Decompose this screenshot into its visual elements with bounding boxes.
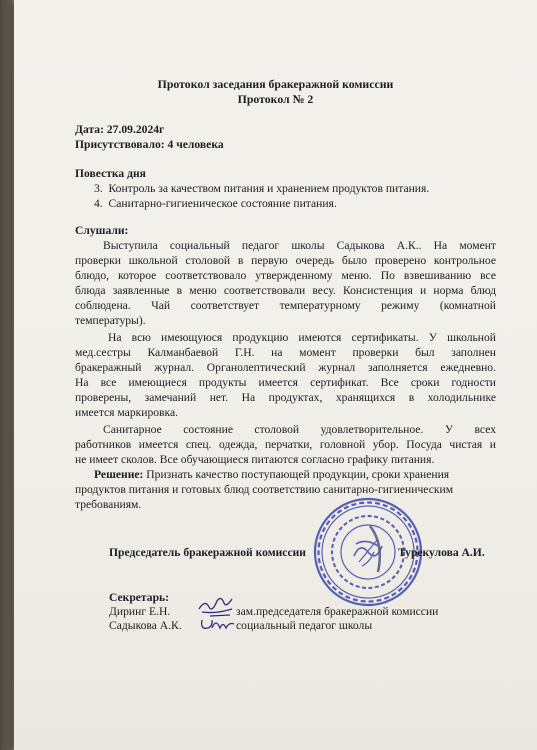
paragraph-line: блюдо, которое соответствовало утвержденному меню. По взвешиванию все (75, 269, 496, 282)
agenda-item-number: 4. (94, 197, 103, 210)
paragraph-line: работников имеется спец. одежда, перчатки, головной убор. Посуда чистая и (75, 438, 496, 451)
paragraph-line: проверены, замечаний нет. На продуктах, хранящихся в холодильнике (75, 391, 496, 404)
paragraph-line: проверки школьной столовой в первую очередь было проверено контрольное (75, 254, 496, 267)
document-title: Протокол заседания бракеражной комиссии (157, 77, 394, 91)
chair-name: Турекулова А.И. (398, 546, 485, 559)
signer-name: Диринг Е.Н. (109, 605, 171, 618)
paragraph-line: мед.сестры Калманбаевой Г.Н. на момент проверки был заполнен (75, 346, 496, 359)
date-line (75, 122, 164, 137)
paragraph-line: Выступила социальный педагог школы Садыкова А.К.. На момент (103, 239, 496, 252)
agenda-item-text: Контроль за качеством питания и хранением продуктов питания. (108, 182, 430, 195)
agenda-item (94, 196, 337, 211)
paragraph-line: На всю имеющуюся продукцию имеются сертификаты. У школьной (108, 331, 496, 344)
paper-sheet (14, 0, 537, 750)
attended-value: 4 человека (167, 138, 224, 151)
paragraph-line: не имеет сколов. Все обучающиеся питаются согласно графику питания. (75, 453, 435, 466)
chair-label: Председатель бракеражной комиссии (109, 546, 306, 559)
decision-text: Признать качество поступающей продукции, сроки хранения (146, 468, 450, 481)
secretary-label: Секретарь: (109, 591, 170, 604)
signer-role: социальный педагог школы (236, 619, 373, 632)
agenda-item-text: Санитарно-гигиеническое состояние питания. (108, 197, 337, 210)
date-label: Дата: (75, 123, 104, 136)
decision-line (94, 467, 449, 482)
signer-role: зам.председателя бракеражной комиссии (236, 605, 439, 618)
paragraph-line: температуры). (75, 314, 146, 327)
paragraph-line: соблюдена. Чай соответствует температурному режиму (комнатной (75, 299, 496, 312)
paragraph-line: блюда заявленные в меню соответствовали весу. Консистенция и норма блюд (75, 284, 496, 297)
date-value: 27.09.2024г (106, 123, 165, 136)
agenda-heading: Повестка дня (75, 167, 146, 180)
attended-line (75, 137, 224, 152)
paragraph-line: требованиям. (75, 498, 142, 511)
agenda-item (94, 181, 429, 196)
paragraph-line: Санитарное состояние столовой удовлетворительное. У всех (103, 423, 496, 436)
handwritten-signature (198, 612, 240, 634)
signer-name: Садыкова А.К. (109, 619, 182, 632)
agenda-item-number: 3. (94, 182, 103, 195)
paragraph-line: продуктов питания и готовых блюд соответствию санитарно-гигиеническим (75, 483, 454, 496)
decision-label: Решение: (94, 468, 144, 481)
protocol-document (14, 0, 537, 750)
paragraph-line: бракеражный журнал. Органолептический журнал заполняется ежедневно. (75, 361, 496, 374)
paragraph-line: имеется маркировка. (75, 406, 179, 419)
attended-label: Присутствовало: (75, 138, 165, 151)
paragraph-line: На все имеющиеся продукты имеется сертификат. Все сроки годности (75, 376, 496, 389)
heard-heading: Слушали: (75, 224, 129, 237)
protocol-number: Протокол № 2 (237, 92, 314, 106)
